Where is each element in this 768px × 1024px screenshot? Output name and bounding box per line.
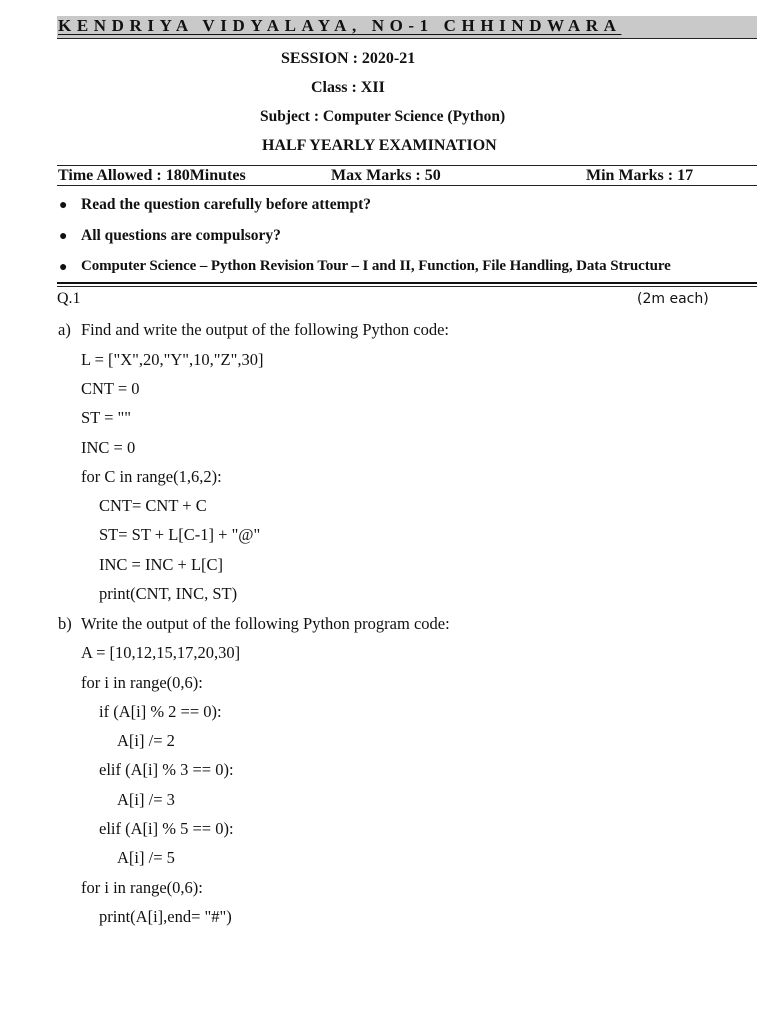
bullet-icon: ● — [59, 260, 68, 275]
code-line: CNT= CNT + C — [99, 496, 207, 515]
school-name: KENDRIYA VIDYALAYA, NO-1 CHHINDWARA — [58, 16, 622, 35]
question-marks: (2m each) — [637, 291, 709, 307]
code-line: CNT = 0 — [81, 379, 140, 398]
code-line: for C in range(1,6,2): — [81, 467, 222, 486]
class-line: Class : XII — [311, 79, 385, 96]
code-line: for i in range(0,6): — [81, 673, 203, 692]
subject-line: Subject : Computer Science (Python) — [260, 108, 506, 125]
code-line: if (A[i] % 2 == 0): — [99, 702, 222, 721]
exam-title: HALF YEARLY EXAMINATION — [262, 137, 497, 154]
code-line: INC = 0 — [81, 438, 136, 457]
part-b-marker: b) — [58, 614, 72, 633]
code-line: print(CNT, INC, ST) — [99, 584, 238, 603]
code-line: elif (A[i] % 5 == 0): — [99, 819, 234, 838]
code-line: ST = "" — [81, 408, 131, 427]
instructions-rule-thick — [57, 282, 757, 284]
code-line: for i in range(0,6): — [81, 878, 203, 897]
code-line: elif (A[i] % 3 == 0): — [99, 760, 234, 779]
code-line: L = ["X",20,"Y",10,"Z",30] — [81, 350, 264, 369]
instruction-item: ● Computer Science – Python Revision Tour – I and II, Function, File Handling, Data Structure — [59, 258, 671, 275]
code-line: ST= ST + L[C-1] + "@" — [99, 525, 261, 544]
instructions-list — [57, 196, 671, 289]
bullet-icon: ● — [59, 198, 68, 213]
info-rule — [57, 185, 757, 186]
code-line: A[i] /= 3 — [117, 790, 175, 809]
code-line: INC = INC + L[C] — [99, 555, 224, 574]
instruction-item: ● All questions are compulsory? — [59, 227, 281, 244]
max-marks: Max Marks : 50 — [331, 167, 441, 184]
code-line: A[i] /= 2 — [117, 731, 175, 750]
instruction-item: ● Read the question carefully before attempt? — [59, 196, 372, 213]
session-line: SESSION : 2020-21 — [281, 50, 416, 67]
top-rule — [57, 165, 757, 166]
part-a-marker: a) — [58, 320, 71, 339]
code-line: A = [10,12,15,17,20,30] — [81, 643, 241, 662]
bullet-icon: ● — [59, 229, 68, 244]
instructions-rule-thin — [57, 286, 757, 287]
question-label: Q.1 — [57, 290, 81, 307]
code-line: A[i] /= 5 — [117, 848, 175, 867]
part-a-prompt: Find and write the output of the following Python code: — [81, 320, 449, 339]
min-marks: Min Marks : 17 — [586, 167, 694, 184]
part-b-prompt: Write the output of the following Python program code: — [81, 614, 450, 633]
code-line: print(A[i],end= "#") — [99, 907, 232, 926]
time-allowed: Time Allowed : 180Minutes — [58, 167, 246, 184]
